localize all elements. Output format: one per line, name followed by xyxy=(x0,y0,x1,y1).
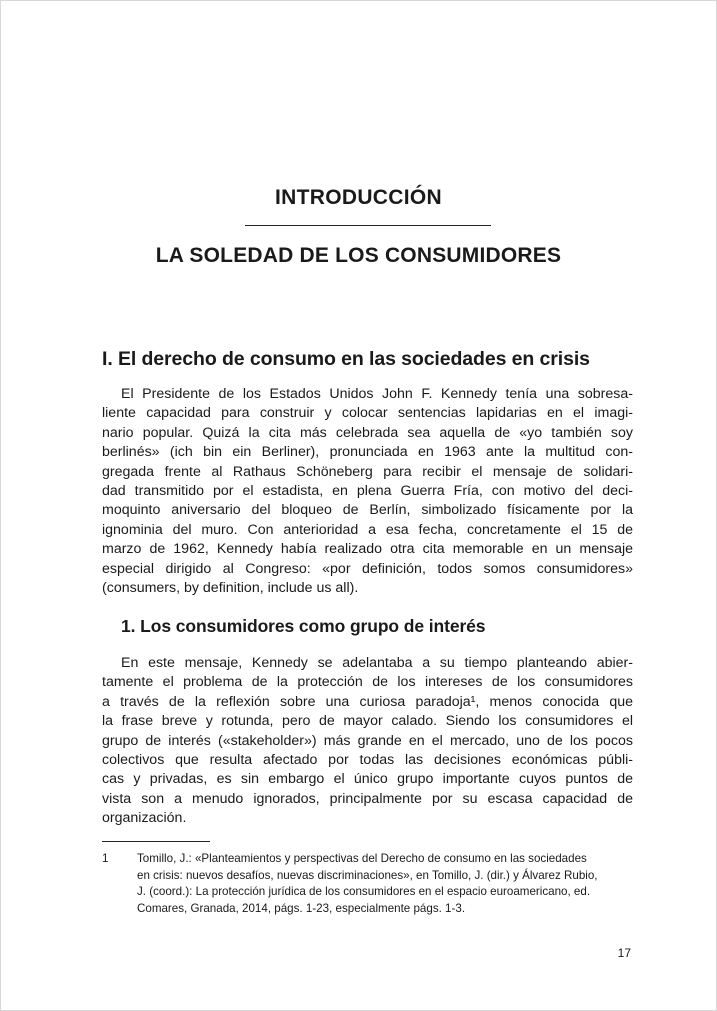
paragraph-line: (consumers, by definition, include us all). xyxy=(102,580,359,597)
section-paragraph xyxy=(102,385,633,598)
paragraph-line: a través de la reflexión sobre una curiosa paradoja¹, menos conocida que xyxy=(102,693,633,710)
chapter-label: INTRODUCCIÓN xyxy=(275,186,442,209)
paragraph-line: vista son a menudo ignorados, principalmente por su escasa capacidad de xyxy=(102,790,633,807)
footnote-divider xyxy=(102,841,210,842)
subsection-heading: 1. Los consumidores como grupo de interés xyxy=(121,616,486,636)
paragraph-line: grupo de interés («stakeholder») más grande en el mercado, uno de los pocos xyxy=(102,732,633,749)
paragraph-line: dad transmitido por el estadista, en plena Guerra Fría, con motivo del deci- xyxy=(102,483,633,500)
paragraph-line: organización. xyxy=(102,810,187,827)
subsection-paragraph xyxy=(102,654,633,829)
paragraph-line: tamente el problema de la protección de los intereses de los consumidores xyxy=(102,674,633,691)
paragraph-line: especial dirigido al Congreso: «por definición, todos somos consumidores» xyxy=(102,560,633,577)
chapter-title: LA SOLEDAD DE LOS CONSUMIDORES xyxy=(155,244,562,267)
page-number: 17 xyxy=(617,946,631,960)
footnote-text xyxy=(137,851,633,917)
paragraph-line: cas y privadas, es sin embargo el único grupo importante cuyos puntos de xyxy=(102,771,633,788)
paragraph-line: colectivos que resulta afectado por todas las decisiones económicas públi- xyxy=(102,752,633,769)
title-divider xyxy=(245,225,491,226)
section-heading: I. El derecho de consumo en las sociedades en crisis xyxy=(102,348,590,370)
paragraph-line: moquinto aniversario del bloqueo de Berlín, simbolizado físicamente por la xyxy=(102,502,633,519)
paragraph-line: El Presidente de los Estados Unidos John F. Kennedy tenía una sobresa- xyxy=(121,386,633,402)
footnote-line: en crisis: nuevos desafíos, nuevas discriminaciones», en Tomillo, J. (dir.) y Álvarez Rubio, xyxy=(137,868,598,882)
paragraph-line: gregada frente al Rathaus Schöneberg para recibir el mensaje de solidari- xyxy=(102,463,633,480)
footnote-line: Tomillo, J.: «Planteamientos y perspectivas del Derecho de consumo en las sociedades xyxy=(137,852,587,865)
footnote-line: J. (coord.): La protección jurídica de los consumidores en el espacio euroamericano, ed. xyxy=(137,885,591,899)
footnote xyxy=(102,851,633,917)
paragraph-line: berlinés» (ich bin ein Berliner), pronunciada en 1963 ante la multitud con- xyxy=(102,444,633,461)
paragraph-line: marzo de 1962, Kennedy había realizado otra cita memorable en un mensaje xyxy=(102,541,633,558)
paragraph-line: En este mensaje, Kennedy se adelantaba a su tiempo planteando abier- xyxy=(121,655,633,671)
paragraph-line: liente capacidad para construir y colocar sentencias lapidarias en el imagi- xyxy=(102,405,633,422)
footnote-line: Comares, Granada, 2014, págs. 1-23, especialmente págs. 1-3. xyxy=(137,901,466,915)
paragraph-line: la frase breve y rotunda, pero de mayor calado. Siendo los consumidores el xyxy=(102,713,633,730)
paragraph-line: nario popular. Quizá la cita más celebrada sea aquella de «yo también soy xyxy=(102,424,633,441)
paragraph-line: ignominia del muro. Con anterioridad a esa fecha, concretamente el 15 de xyxy=(102,521,633,538)
footnote-number: 1 xyxy=(102,852,109,865)
